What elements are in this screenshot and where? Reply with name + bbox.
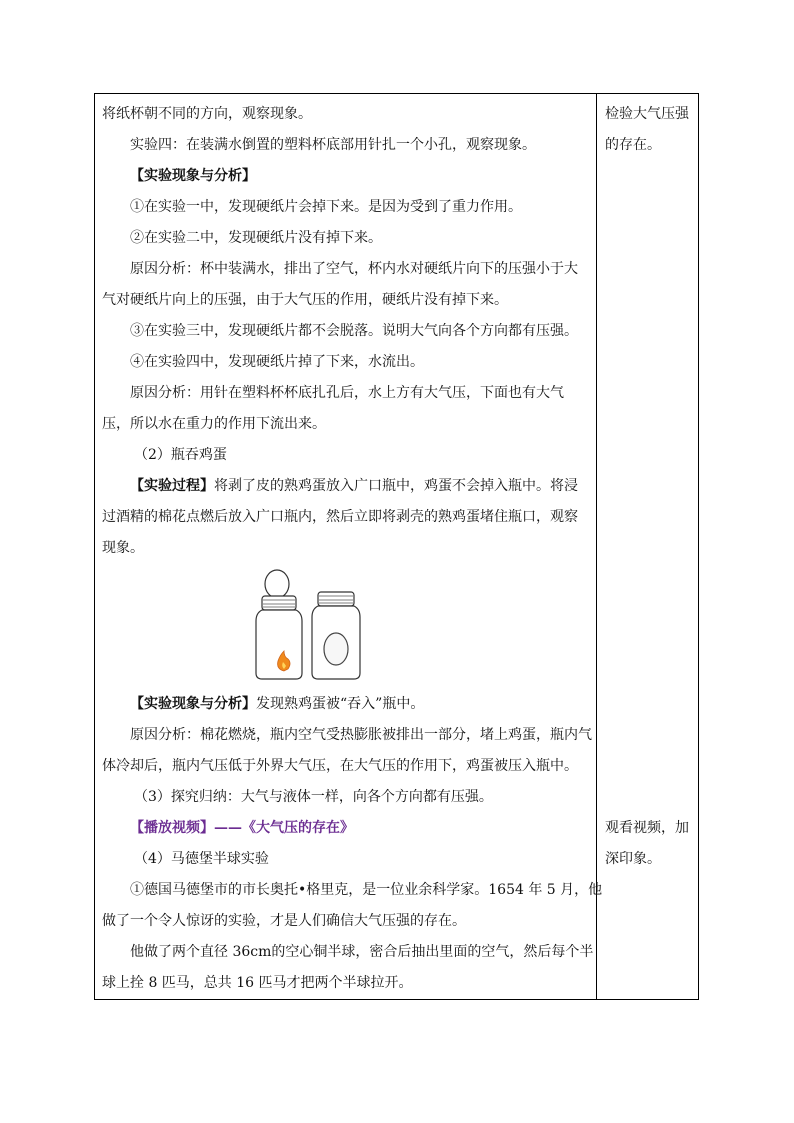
text-line: 球上拴 8 匹马，总共 16 匹马才把两个半球拉开。 <box>102 975 413 991</box>
label-play-video: 【播放视频】 <box>130 820 214 836</box>
text-line: ②在实验二中，发现硬纸片没有掉下来。 <box>130 230 382 246</box>
text-line: 过酒精的棉花点燃后放入广口瓶内，然后立即将剥壳的熟鸡蛋堵住瓶口，观察 <box>102 509 578 525</box>
text-line: 原因分析：棉花燃烧，瓶内空气受热膨胀被排出一部分，堵上鸡蛋，瓶内气 <box>130 727 592 743</box>
text-line: 将纸杯朝不同的方向，观察现象。 <box>102 106 312 122</box>
text-line: ③在实验三中，发现硬纸片都不会脱落。说明大气向各个方向都有压强。 <box>130 323 578 339</box>
lesson-table <box>94 93 699 1000</box>
video-link-line <box>102 818 354 838</box>
text-line: ①德国马德堡市的市长奥托•格里克，是一位业余科学家。1654 年 5 月，他 <box>130 882 603 898</box>
section-heading: 【实验现象与分析】 <box>130 168 256 184</box>
intent-text: 深印象。 <box>605 851 661 867</box>
text-line: 气对硬纸片向上的压强，由于大气压的作用，硬纸片没有掉下来。 <box>102 292 508 308</box>
text-line: 做了一个令人惊讶的实验，才是人们确信大气压强的存在。 <box>102 913 466 929</box>
subsection-heading: （4）马德堡半球实验 <box>134 851 269 867</box>
text-line: 他做了两个直径 36cm的空心铜半球，密合后抽出里面的空气，然后每个半 <box>130 944 594 960</box>
label-experiment-process: 【实验过程】 <box>130 478 214 494</box>
intent-text: 的存在。 <box>605 137 661 153</box>
intent-text: 观看视频，加 <box>605 820 689 836</box>
text-line: 原因分析：用针在塑料杯杯底扎孔后，水上方有大气压，下面也有大气 <box>130 385 564 401</box>
egg-in-bottle-illustration <box>254 569 364 681</box>
video-title: ——《大气压的存在》 <box>214 820 354 836</box>
column-divider <box>596 94 597 999</box>
text-line <box>102 694 424 714</box>
text-line: 原因分析：杯中装满水，排出了空气，杯内水对硬纸片向下的压强小于大 <box>130 261 578 277</box>
text-line: 现象。 <box>102 540 144 556</box>
text-line: ①在实验一中，发现硬纸片会掉下来。是因为受到了重力作用。 <box>130 199 522 215</box>
text-span: 发现熟鸡蛋被“吞入”瓶中。 <box>256 696 425 712</box>
subsection-heading: （2）瓶吞鸡蛋 <box>134 447 227 463</box>
text-line: ④在实验四中，发现硬纸片掉了下来，水流出。 <box>130 354 424 370</box>
label-phenomenon-analysis: 【实验现象与分析】 <box>130 696 256 712</box>
text-line: 实验四：在装满水倒置的塑料杯底部用针扎一个小孔，观察现象。 <box>130 137 536 153</box>
intent-text: 检验大气压强 <box>605 106 689 122</box>
subsection-heading: （3）探究归纳：大气与液体一样，向各个方向都有压强。 <box>134 789 493 805</box>
text-span: 将剥了皮的熟鸡蛋放入广口瓶中，鸡蛋不会掉入瓶中。将浸 <box>214 478 578 494</box>
text-line: 体冷却后，瓶内气压低于外界大气压，在大气压的作用下，鸡蛋被压入瓶中。 <box>102 758 578 774</box>
text-line: 压，所以水在重力的作用下流出来。 <box>102 416 326 432</box>
text-line <box>102 476 578 496</box>
